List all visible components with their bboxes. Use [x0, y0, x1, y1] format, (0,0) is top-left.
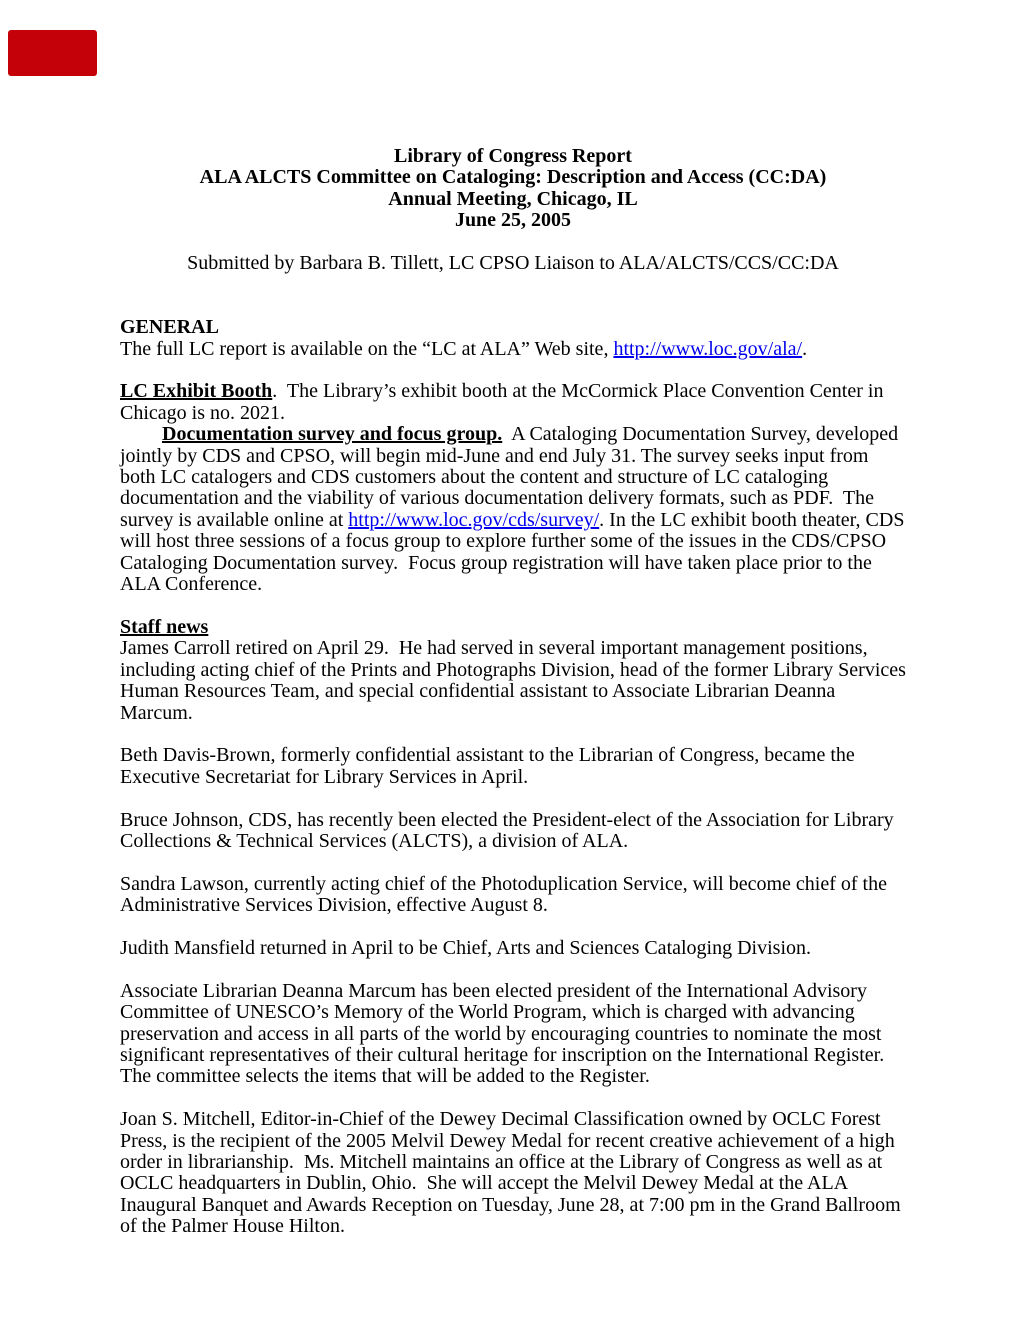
- staff-paragraph-judith-mansfield: Judith Mansfield returned in April to be Chief, Arts and Sciences Cataloging Division.: [120, 936, 812, 959]
- exhibit-booth-lead: LC Exhibit Booth: [120, 380, 273, 403]
- survey-text-after-link: . In the LC exhibit booth theater, CDS will host three sessions of a focus group to explore further some of the issues in the CDS/CPSO Cataloging Documentation survey. Focus group registration will have taken place prior to the ALA Conference.: [120, 508, 910, 596]
- staff-paragraph-beth-davis-brown: Beth Davis-Brown, formerly confidential assistant to the Librarian of Congress, became the Executive Secretariat for Library Services in April.: [120, 744, 860, 788]
- general-heading: GENERAL: [120, 316, 219, 339]
- line-spacer: [120, 724, 906, 745]
- line-spacer: [120, 1088, 906, 1109]
- document-body: [120, 145, 911, 1238]
- committee-line: ALA ALCTS Committee on Cataloging: Description and Access (CC:DA): [199, 166, 827, 189]
- general-text-before-link: The full LC report is available on the “LC at ALA” Web site,: [120, 337, 614, 360]
- line-spacer: [120, 360, 906, 381]
- line-spacer: [120, 274, 906, 317]
- general-text-after-link: .: [802, 337, 808, 360]
- survey-lead: Documentation survey and focus group.: [162, 423, 503, 446]
- survey-paragraph: [120, 423, 910, 596]
- exhibit-booth-text: . The Library’s exhibit booth at the McCormick Place Convention Center in Chicago is no. 2021.: [120, 380, 889, 424]
- line-spacer: [120, 852, 906, 873]
- exhibit-booth-paragraph: [120, 381, 906, 424]
- staff-paragraph-deanna-marcum: Associate Librarian Deanna Marcum has been elected president of the International Advisory Committee of UNESCO’s Memory of the World Program, which is charged with advancing preservation and access in all parts of the world by encouraging countries to nominate the most significant representatives of their cultural heritage for inscription on the International Register. The committee selects the items that will be added to the Register.: [120, 979, 894, 1088]
- cds-survey-link[interactable]: http://www.loc.gov/cds/survey/: [348, 508, 600, 531]
- staff-paragraph-sandra-lawson: Sandra Lawson, currently acting chief of the Photoduplication Service, will become chief of the Administrative Services Division, effective August 8.: [120, 872, 891, 917]
- staff-news-heading-text: Staff news: [120, 615, 209, 638]
- loc-ala-link[interactable]: http://www.loc.gov/ala/: [613, 337, 803, 360]
- staff-paragraph-joan-mitchell: Joan S. Mitchell, Editor-in-Chief of the Dewey Decimal Classification owned by OCLC Forest Press, is the recipient of the 2005 Melvil Dewey Medal for recent creative achievement of a high order in librarianship. Ms. Mitchell maintains an office at the Library of Congress as well as at OCLC headquarters in Dublin, Ohio. She will accept the Melvil Dewey Medal at the ALA Inaugural Banquet and Awards Reception on Tuesday, June 28, at 7:00 pm in the Grand Ballroom of the Palmer House Hilton.: [120, 1108, 906, 1238]
- survey-text-before-link: A Cataloging Documentation Survey, developed jointly by CDS and CPSO, will begin mid-June and end July 31. The survey seeks input from both LC catalogers and CDS customers about the content and structure of LC cataloging documentation and the viability of various documentation delivery formats, such as PDF. The survey is available online at: [120, 423, 904, 531]
- submitted-by-line: Submitted by Barbara B. Tillett, LC CPSO Liaison to ALA/ALCTS/CCS/CC:DA: [187, 252, 839, 275]
- staff-news-heading: [120, 617, 906, 638]
- site-logo-badge[interactable]: [8, 30, 97, 76]
- staff-paragraph-bruce-johnson: Bruce Johnson, CDS, has recently been elected the President-elect of the Association for Library Collections & Technical Services (ALCTS), a division of ALA.: [120, 808, 899, 852]
- staff-paragraph-james-carroll: James Carroll retired on April 29. He had served in several important management positions, including acting chief of the Prints and Photographs Division, head of the former Library Services Human Resources Team, and special confidential assistant to Associate Librarian Deanna Marcum.: [120, 637, 911, 724]
- meeting-line: Annual Meeting, Chicago, IL: [388, 187, 638, 210]
- line-spacer: [120, 917, 906, 938]
- line-spacer: [120, 959, 906, 980]
- line-spacer: [120, 595, 906, 616]
- line-spacer: [120, 788, 906, 809]
- line-spacer: [120, 232, 906, 253]
- report-title: Library of Congress Report: [394, 145, 632, 167]
- date-line: June 25, 2005: [454, 209, 572, 232]
- general-paragraph: [120, 339, 906, 360]
